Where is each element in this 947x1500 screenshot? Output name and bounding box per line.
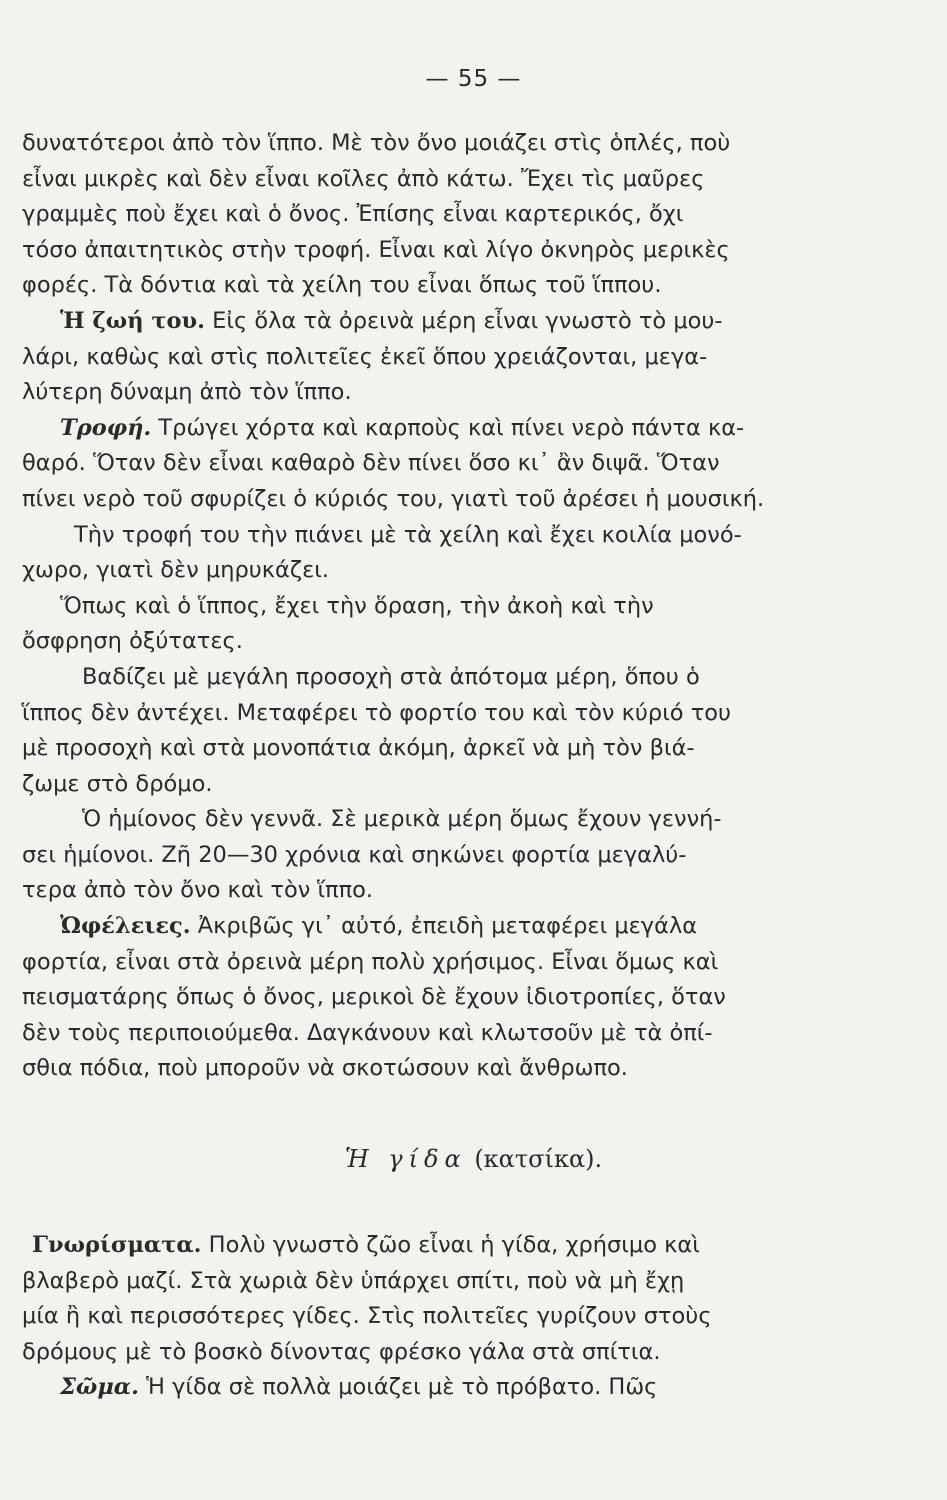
heading-features: Γνωρίσματα. — [32, 1232, 202, 1258]
section-title-main: Ἡ γίδα — [344, 1145, 467, 1173]
text-line: ὄσφρηση ὀξύτατες. — [22, 628, 243, 655]
text-span: Τρώγει χόρτα καὶ καρποὺς καὶ πίνει νερὸ πάντα κα- — [151, 414, 745, 441]
text-line: λάρι, καθὼς καὶ στὶς πολιτεῖες ἐκεῖ ὅπου χρειάζονται, μεγα- — [22, 343, 708, 370]
text-line: σθια πόδια, ποὺ μποροῦν νὰ σκοτώσουν καὶ ἄνθρωπο. — [22, 1055, 628, 1082]
text-line: Ὅπως καὶ ὁ ἵππος, ἔχει τὴν ὅραση, τὴν ἀκοὴ καὶ τὴν — [60, 592, 654, 619]
text-line: λύτερη δύναμη ἀπὸ τὸν ἵππο. — [22, 379, 352, 406]
text-line: δρόμους μὲ τὸ βοσκὸ δίνοντας φρέσκο γάλα στὰ σπίτια. — [22, 1338, 661, 1365]
text-line: Βαδίζει μὲ μεγάλη προσοχὴ στὰ ἀπότομα μέρη, ὅπου ὁ — [82, 663, 700, 690]
paragraph-benefits-first-line — [22, 909, 872, 945]
text-line: βλαβερὸ μαζί. Στὰ χωριὰ δὲν ὑπάρχει σπίτι, ποὺ νὰ μὴ ἔχῃ — [22, 1267, 685, 1294]
paragraph-features-first-line — [22, 1228, 872, 1264]
paragraph-food-first-line — [22, 411, 872, 447]
text-line: εἶναι μικρὲς καὶ δὲν εἶναι κοῖλες ἀπὸ κάτω. Ἔχει τὶς μαῦρες — [22, 165, 705, 192]
paragraph-life-first-line — [22, 304, 872, 340]
text-line: τόσο ἀπαιτητικὸς στὴν τροφή. Εἶναι καὶ λίγο ὀκνηρὸς μερικὲς — [22, 236, 730, 263]
text-span: Πολὺ γνωστὸ ζῶο εἶναι ἡ γίδα, χρήσιμο καὶ — [201, 1232, 700, 1258]
text-line: δὲν τοὺς περιποιούμεθα. Δαγκάνουν καὶ κλωτσοῦν μὲ τὰ ὀπί- — [22, 1019, 713, 1046]
paragraph-body-first-line — [22, 1370, 872, 1406]
heading-food: Τροφή. — [60, 414, 152, 441]
text-line: Τὴν τροφή του τὴν πιάνει μὲ τὰ χείλη καὶ ἔχει κοιλία μονό- — [74, 521, 742, 548]
text-line: φορές. Τὰ δόντια καὶ τὰ χείλη του εἶναι ὅπως τοῦ ἵππου. — [22, 272, 662, 299]
text-line: θαρό. Ὅταν δὲν εἶναι καθαρὸ δὲν πίνει ὅσο κι᾿ ἂν διψᾶ. Ὅταν — [22, 450, 720, 477]
text-line: μὲ προσοχὴ καὶ στὰ μονοπάτια ἀκόμη, ἀρκεῖ νὰ μὴ τὸν βιά- — [22, 735, 695, 762]
heading-life: Ἡ ζωή του. — [60, 307, 205, 334]
text-line: πίνει νερὸ τοῦ σφυρίζει ὁ κύριός του, γιατὶ τοῦ ἀρέσει ἡ μουσική. — [22, 485, 765, 512]
text-line: δυνατότεροι ἀπὸ τὸν ἵππο. Μὲ τὸν ὄνο μοιάζει στὶς ὁπλές, ποὺ — [22, 130, 731, 156]
text-line: γραμμὲς ποὺ ἔχει καὶ ὁ ὄνος. Ἐπίσης εἶναι καρτερικός, ὄχι — [22, 201, 684, 228]
text-line: πεισματάρης ὅπως ὁ ὄνος, μερικοὶ δὲ ἔχουν ἰδιοτροπίες, ὅταν — [22, 984, 726, 1011]
text-span: Ἀκριβῶς γι᾿ αὐτό, ἐπειδὴ μεταφέρει μεγάλα — [190, 913, 698, 940]
section-title — [0, 1145, 947, 1173]
text-line: φορτία, εἶναι στὰ ὀρεινὰ μέρη πολὺ χρήσιμος. Εἶναι ὅμως καὶ — [22, 948, 719, 975]
text-span: Εἰς ὅλα τὰ ὀρεινὰ μέρη εἶναι γνωστὸ τὸ μου- — [205, 307, 723, 334]
body-text-upper — [22, 126, 872, 1087]
text-span: Ἡ γίδα σὲ πολλὰ μοιάζει μὲ τὸ πρόβατο. Πῶς — [138, 1374, 658, 1401]
text-line: τερα ἀπὸ τὸν ὄνο καὶ τὸν ἵππο. — [22, 877, 374, 904]
text-line: χωρο, γιατὶ δὲν μηρυκάζει. — [22, 557, 330, 584]
text-line: μία ἢ καὶ περισσότερες γίδες. Στὶς πολιτεῖες γυρίζουν στοὺς — [22, 1303, 712, 1330]
heading-benefits: Ὠφέλειες. — [60, 913, 191, 940]
page-number: — 55 — — [425, 66, 522, 92]
text-line: ζωμε στὸ δρόμο. — [22, 770, 213, 797]
text-line: Ὁ ἡμίονος δὲν γεννᾶ. Σὲ μερικὰ μέρη ὅμως ἔχουν γεννή- — [82, 806, 722, 833]
heading-body: Σῶμα. — [60, 1374, 139, 1401]
text-line: ἵππος δὲν ἀντέχει. Μεταφέρει τὸ φορτίο του καὶ τὸν κύριό του — [22, 699, 732, 726]
section-title-sub: (κατσίκα). — [466, 1145, 603, 1173]
text-line: σει ἡμίονοι. Ζῆ 20—30 χρόνια καὶ σηκώνει φορτία μεγαλύ- — [22, 841, 687, 868]
body-text-lower — [22, 1228, 872, 1406]
